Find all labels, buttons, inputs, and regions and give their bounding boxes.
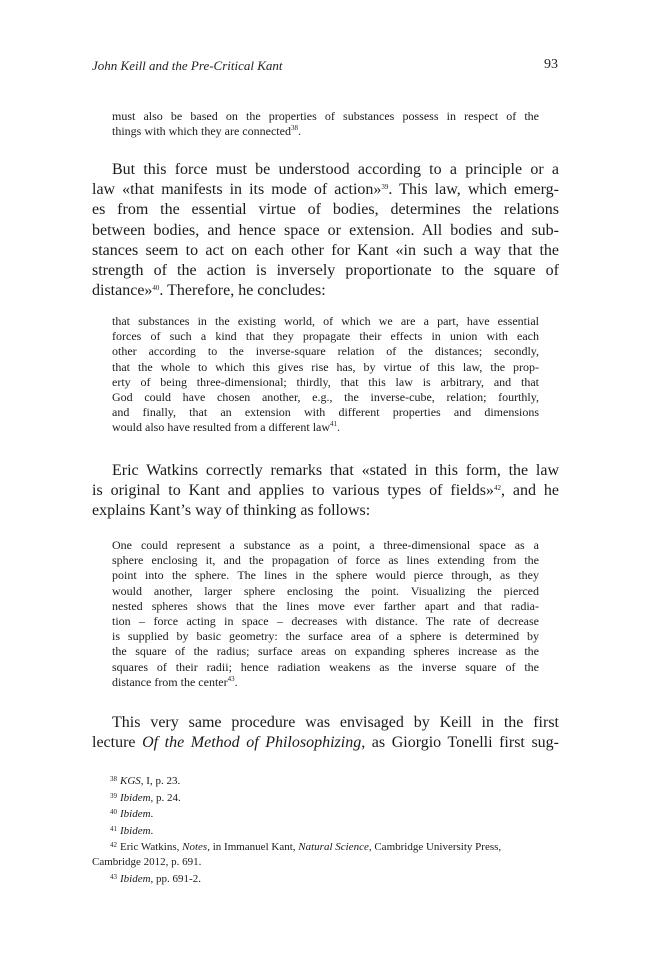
- page-header: [92, 58, 558, 78]
- quote-line: sphere enclosing it, and the propagation of force as lines extending from the: [112, 553, 539, 568]
- footnote-40: $^{40}$ Ibidem.: [110, 808, 154, 821]
- footnote-ref[interactable]: 43: [227, 674, 235, 683]
- quote-line: must also be based on the properties of substances possess in respect of the: [112, 109, 539, 123]
- paragraph-2: [92, 461, 559, 522]
- footnotes: [92, 772, 559, 886]
- quote-line: squares of their radii; hence radiation weakens as the inverse square of the: [112, 659, 539, 674]
- block-quote-1: [112, 109, 539, 139]
- page-number: 93: [544, 57, 558, 72]
- quote-line: God could have chosen another, e.g., the inverse-cube, relation; fourthly,: [112, 390, 539, 405]
- paragraph-line: But this force must be understood according to a principle or a: [112, 161, 559, 178]
- paragraph-3: [92, 713, 559, 753]
- paragraph-line: strength of the action is inversely proportionate to the square of: [92, 262, 559, 280]
- quote-line: things with which they are connected$^{38}$.: [112, 124, 301, 139]
- paragraph-line: stances seem to act on each other for Kant «in such a way that the: [92, 241, 559, 259]
- quote-line: the square of the radius; surface areas on expanding spheres increase as the: [112, 644, 539, 659]
- footnote-ref[interactable]: 42: [493, 484, 501, 493]
- footnote-ref[interactable]: 39: [381, 183, 389, 192]
- footnote-ref[interactable]: 38: [290, 124, 298, 133]
- block-quote-3: [112, 538, 539, 690]
- quote-line: One could represent a substance as a point, a three-dimensional space as a: [112, 538, 539, 552]
- quote-line: would another, larger sphere enclosing the point. Visualizing the pierced: [112, 583, 539, 598]
- paragraph-line: es from the essential virtue of bodies, determines the relations: [92, 201, 559, 219]
- quote-line: that the whole to which this gives rise has, by virtue of this law, the prop-: [112, 359, 539, 374]
- quote-line: tion – force acting in space – decreases with distance. The rate of decrease: [112, 614, 539, 629]
- paragraph-line: explains Kant’s way of thinking as follows:: [92, 502, 371, 520]
- quote-line: erty of being three-dimensional; thirdly, that this law is arbitrary, and that: [112, 374, 539, 389]
- paragraph-line: Eric Watkins correctly remarks that «stated in this form, the law: [112, 462, 559, 479]
- paragraph-line: distance»$^{40}$. Therefore, he concludes:: [92, 282, 326, 300]
- quote-line: other according to the inverse-square relation of the distances; secondly,: [112, 344, 539, 359]
- quote-line: distance from the center$^{43}$.: [112, 674, 238, 689]
- block-quote-2: [112, 314, 539, 436]
- quote-line: forces of such a kind that they propagate their effects in union with each: [112, 329, 539, 344]
- running-title: John Keill and the Pre-Critical Kant: [92, 58, 283, 73]
- paragraph-line: is original to Kant and applies to various types of fields»$^{42}$, and he: [92, 482, 559, 500]
- quote-line: is supplied by basic geometry: the surface area of a sphere is determined by: [112, 629, 539, 644]
- paragraph-line: lecture Of the Method of Philosophizing, as Giorgio Tonelli first sug-: [92, 734, 559, 752]
- work-title: Of the Method of Philosophizing: [142, 734, 362, 752]
- footnote-38: $^{38}$ KGS, I, p. 23.: [110, 775, 181, 787]
- paragraph-line: between bodies, and hence space or extension. All bodies and sub-: [92, 221, 559, 239]
- footnote-ref[interactable]: 41: [330, 420, 338, 429]
- quote-line: and finally, that an extension with different properties and dimensions: [112, 405, 539, 420]
- quote-line: nested spheres shows that the lines move ever farther apart and that radia-: [112, 598, 539, 613]
- footnote-43: $^{43}$ Ibidem, pp. 691-2.: [110, 872, 201, 885]
- footnote-41: $^{41}$ Ibidem.: [110, 824, 154, 837]
- footnote-39: $^{39}$ Ibidem, p. 24.: [110, 791, 181, 804]
- paragraph-line: law «that manifests in its mode of action»$^{39}$. This law, which emerg-: [92, 181, 559, 199]
- quote-line: point into the sphere. The lines in the sphere would pierce through, as they: [112, 568, 539, 583]
- footnote-ref[interactable]: 40: [152, 284, 160, 293]
- quote-line: that substances in the existing world, of which we are a part, have essential: [112, 314, 539, 328]
- footnote-42-continued: Cambridge 2012, p. 691.: [92, 855, 202, 868]
- paragraph-1: [92, 160, 559, 301]
- quote-line: would also have resulted from a different law$^{41}$.: [112, 420, 341, 435]
- footnote-42: $^{42}$ Eric Watkins, Notes, in Immanuel Kant, Natural Science, Cambridge University Press,: [110, 841, 502, 854]
- paragraph-line: This very same procedure was envisaged by Keill in the first: [112, 714, 559, 731]
